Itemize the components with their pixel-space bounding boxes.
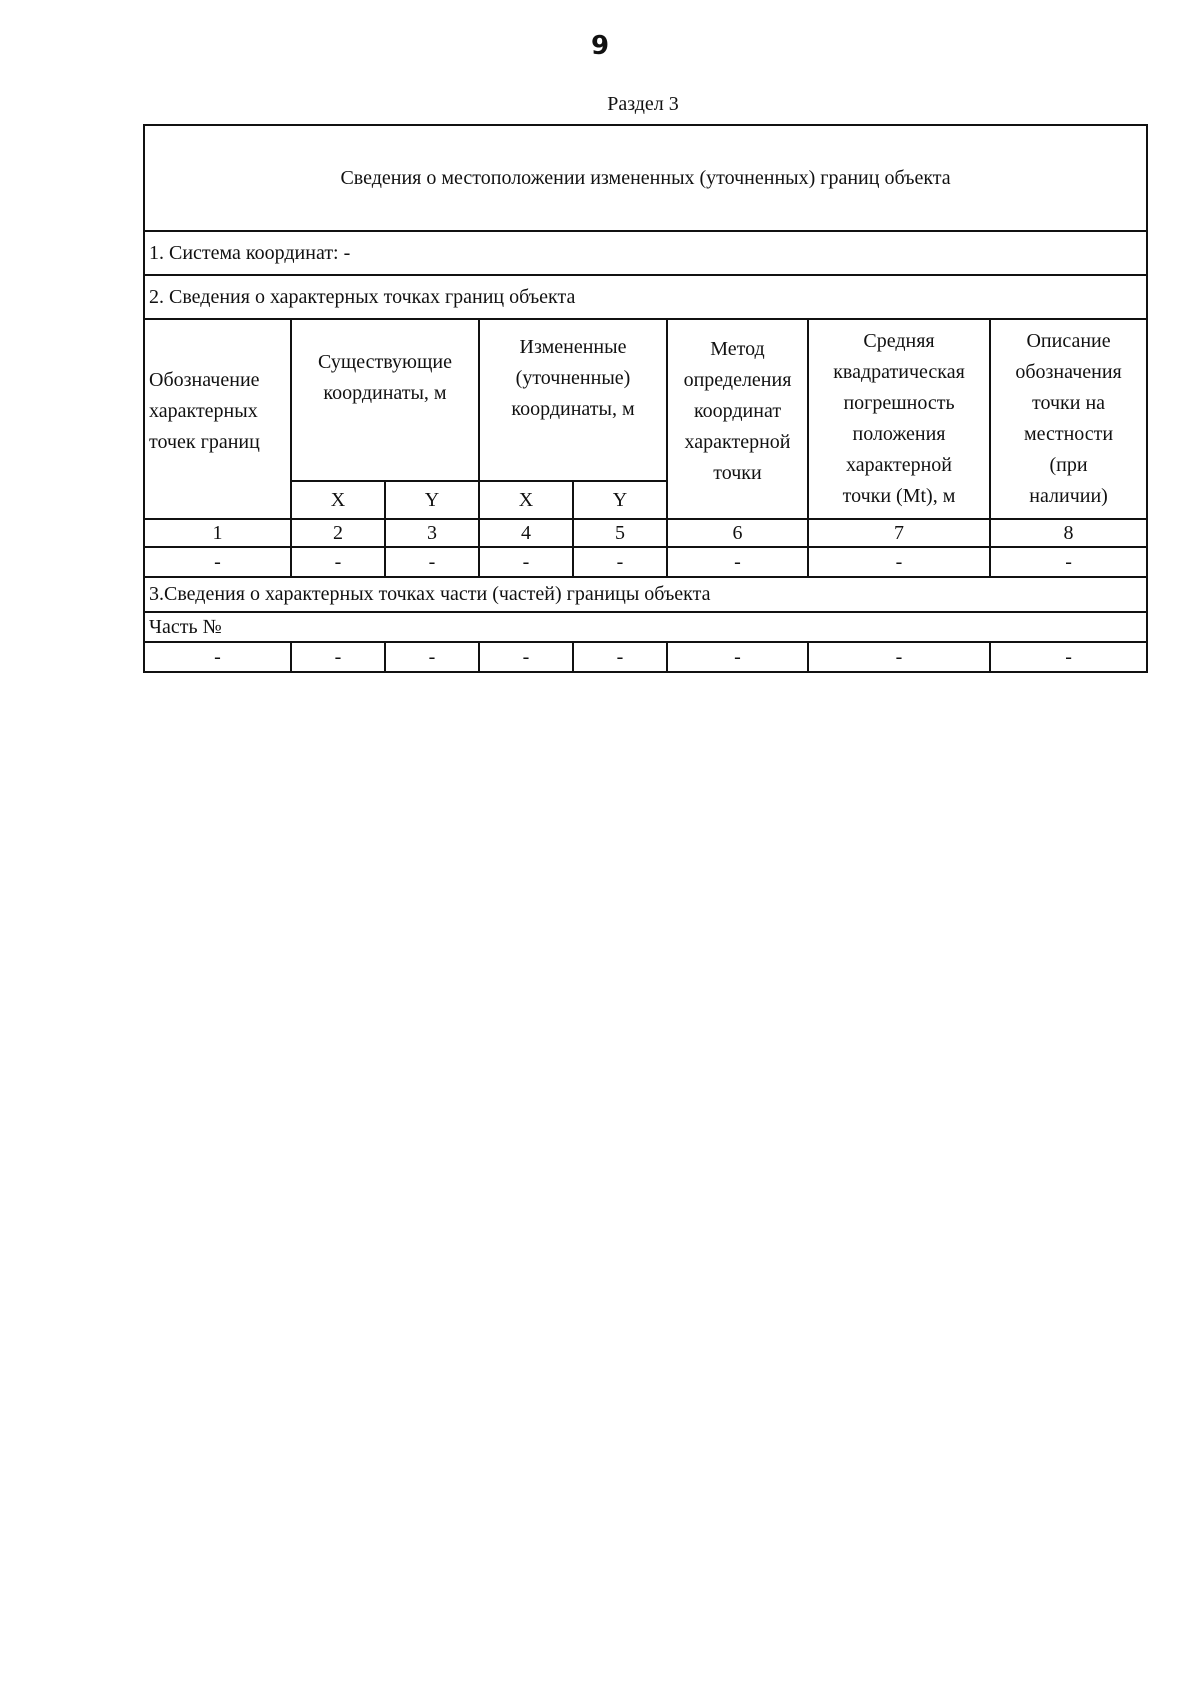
column-number: 1	[144, 519, 291, 547]
column-number: 5	[573, 519, 667, 547]
table-cell: -	[667, 547, 808, 577]
table-cell: -	[808, 547, 990, 577]
header-method: Метод определения координат характерной точки	[667, 319, 808, 519]
table-cell: -	[144, 547, 291, 577]
table-cell: -	[990, 547, 1147, 577]
table-title: Сведения о местоположении измененных (уточненных) границ объекта	[144, 125, 1147, 231]
header-point-description: Описание обозначения точки на местности (при наличии)	[990, 319, 1147, 519]
table-cell: -	[667, 642, 808, 672]
table-row	[144, 642, 1147, 672]
table-cell: -	[385, 642, 479, 672]
page-number: 9	[590, 31, 610, 61]
coordinate-system: 1. Система координат: -	[144, 231, 1147, 275]
table-cell: -	[990, 642, 1147, 672]
column-number: 3	[385, 519, 479, 547]
part-number-label: Часть №	[144, 612, 1147, 642]
header-point-designation: Обозначение характерных точек границ	[144, 319, 291, 519]
column-number: 2	[291, 519, 385, 547]
boundary-table	[143, 124, 1148, 673]
table-cell: -	[479, 642, 573, 672]
table-cell: -	[291, 547, 385, 577]
header-changed-x: X	[479, 481, 573, 519]
column-number: 7	[808, 519, 990, 547]
header-changed-y: Y	[573, 481, 667, 519]
column-number: 6	[667, 519, 808, 547]
table-cell: -	[385, 547, 479, 577]
header-existing-x: X	[291, 481, 385, 519]
column-number: 8	[990, 519, 1147, 547]
parts-heading: 3.Сведения о характерных точках части (частей) границы объекта	[144, 577, 1147, 612]
table-cell: -	[573, 642, 667, 672]
table-cell: -	[291, 642, 385, 672]
table-cell: -	[573, 547, 667, 577]
header-mean-square-error: Средняя квадратическая погрешность положения характерной точки (Mt), м	[808, 319, 990, 519]
column-number: 4	[479, 519, 573, 547]
table-row	[144, 547, 1147, 577]
table-cell: -	[144, 642, 291, 672]
column-numbers-row	[144, 519, 1147, 547]
points-heading: 2. Сведения о характерных точках границ объекта	[144, 275, 1147, 319]
header-existing-y: Y	[385, 481, 479, 519]
header-existing-coordinates: Существующие координаты, м	[291, 319, 479, 481]
table-cell: -	[479, 547, 573, 577]
section-label: Раздел 3	[607, 93, 679, 115]
header-changed-coordinates: Измененные (уточненные) координаты, м	[479, 319, 667, 481]
table-cell: -	[808, 642, 990, 672]
